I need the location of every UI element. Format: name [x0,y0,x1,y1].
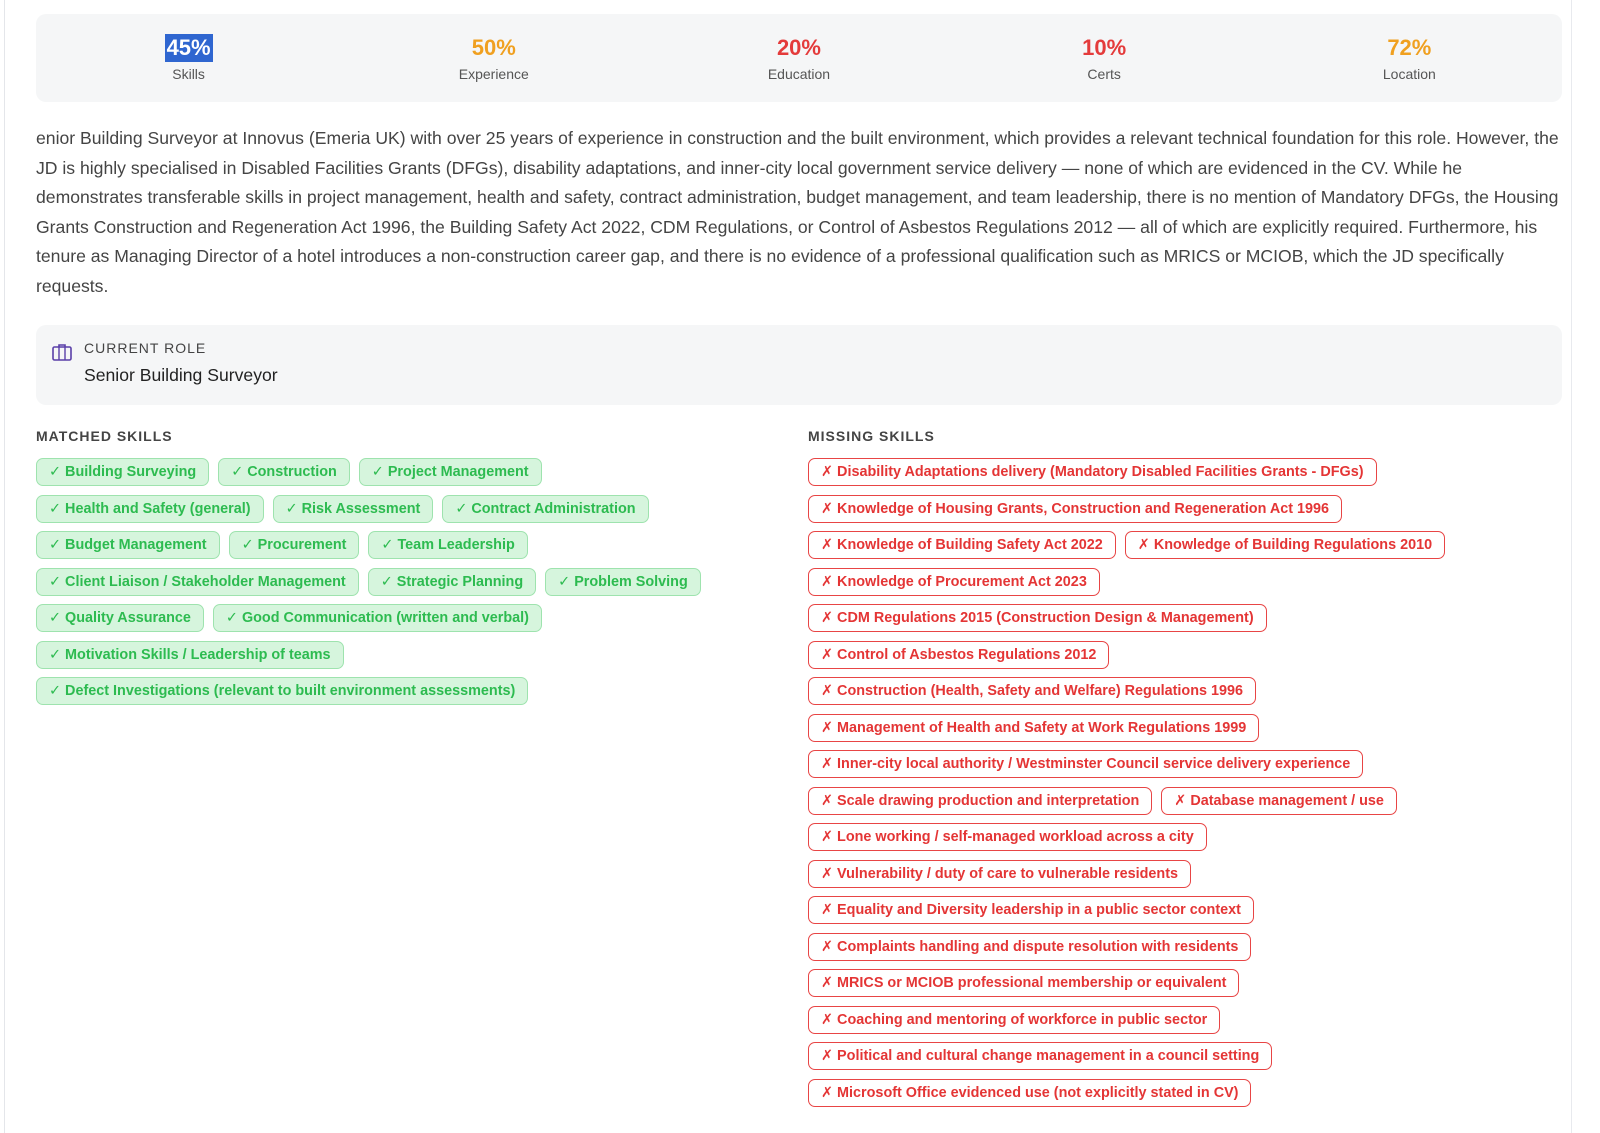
missing-skill-tag: ✗ Management of Health and Safety at Work Regulations 1999 [808,714,1259,742]
score-label: Experience [458,66,529,82]
score-label: Certs [1087,66,1121,82]
missing-skill-tag: ✗ Knowledge of Building Regulations 2010 [1125,531,1445,559]
matched-skill-tag: ✓ Procurement [229,531,360,559]
score-experience [394,34,594,82]
matched-skill-tag: ✓ Budget Management [36,531,220,559]
score-education [699,34,899,82]
matched-skill-tag: ✓ Motivation Skills / Leadership of teams [36,641,344,669]
missing-skill-tag: ✗ Knowledge of Housing Grants, Construction and Regeneration Act 1996 [808,495,1342,523]
matched-skill-tag: ✓ Quality Assurance [36,604,204,632]
missing-skill-tag: ✗ Coaching and mentoring of workforce in public sector [808,1006,1220,1034]
current-role-card [36,325,1562,405]
matched-skill-tag: ✓ Team Leadership [368,531,527,559]
score-value: 20% [776,35,821,60]
missing-skill-tag: ✗ Inner-city local authority / Westminster Council service delivery experience [808,750,1363,778]
missing-skill-tag: ✗ Equality and Diversity leadership in a public sector context [808,896,1254,924]
score-certs [1004,34,1204,82]
matched-skills-title: MATCHED SKILLS [36,428,173,444]
current-role-value: Senior Building Surveyor [84,365,278,385]
matched-skill-tag: ✓ Risk Assessment [273,495,434,523]
analysis-summary: enior Building Surveyor at Innovus (Emeria UK) with over 25 years of experience in construction and the built environment, which provides a relevant technical foundation for this role. However, the JD is highly specialised in Disabled Facilities Grants (DFGs), disability adaptations, and inner-city local government service delivery — none of which are evidenced in the CV. While he demonstrates transferable skills in project management, health and safety, contract administration, budget management, and team leadership, there is no mention of Mandatory DFGs, the Housing Grants Construction and Regeneration Act 1996, the Building Safety Act 2022, CDM Regulations, or Control of Asbestos Regulations 2012 — all of which are explicitly required. Furthermore, his tenure as Managing Director of a hotel introduces a non-construction career gap, and there is no evidence of a professional qualification such as MRICS or MCIOB, which the JD specifically requests. [36,128,1559,296]
score-skills [89,34,289,82]
matched-skill-tag: ✓ Health and Safety (general) [36,495,264,523]
matched-skill-tag: ✓ Contract Administration [442,495,648,523]
left-divider [4,0,5,1133]
missing-skill-tag: ✗ Control of Asbestos Regulations 2012 [808,641,1109,669]
missing-skill-tag: ✗ Scale drawing production and interpretation [808,787,1152,815]
missing-skill-tag: ✗ Knowledge of Procurement Act 2023 [808,568,1100,596]
score-summary-bar [36,14,1562,102]
matched-skills-list [36,458,776,705]
current-role-label: CURRENT ROLE [84,340,207,356]
score-location [1309,34,1509,82]
missing-skill-tag: ✗ Political and cultural change management in a council setting [808,1042,1272,1070]
matched-skill-tag: ✓ Good Communication (written and verbal) [213,604,542,632]
right-divider [1571,0,1572,1133]
missing-skill-tag: ✗ Knowledge of Building Safety Act 2022 [808,531,1116,559]
missing-skill-tag: ✗ Complaints handling and dispute resolution with residents [808,933,1251,961]
score-label: Education [767,66,831,82]
missing-skill-tag: ✗ CDM Regulations 2015 (Construction Design & Management) [808,604,1267,632]
score-value: 72% [1387,35,1432,60]
missing-skills-list [808,458,1553,1107]
matched-skill-tag: ✓ Building Surveying [36,458,209,486]
score-value: 10% [1082,35,1127,60]
missing-skill-tag: ✗ Vulnerability / duty of care to vulnerable residents [808,860,1191,888]
briefcase-icon [52,343,72,361]
matched-skill-tag: ✓ Problem Solving [545,568,701,596]
matched-skill-tag: ✓ Project Management [359,458,542,486]
missing-skills-title: MISSING SKILLS [808,428,935,444]
missing-skill-tag: ✗ Microsoft Office evidenced use (not explicitly stated in CV) [808,1079,1251,1107]
matched-skill-tag: ✓ Defect Investigations (relevant to built environment assessments) [36,677,528,705]
missing-skill-tag: ✗ Database management / use [1161,787,1397,815]
score-value: 50% [471,35,516,60]
missing-skill-tag: ✗ Lone working / self-managed workload across a city [808,823,1207,851]
missing-skill-tag: ✗ Construction (Health, Safety and Welfare) Regulations 1996 [808,677,1256,705]
matched-skill-tag: ✓ Construction [218,458,350,486]
matched-skill-tag: ✓ Client Liaison / Stakeholder Management [36,568,359,596]
missing-skill-tag: ✗ MRICS or MCIOB professional membership or equivalent [808,969,1239,997]
matched-skill-tag: ✓ Strategic Planning [368,568,536,596]
score-label: Location [1382,66,1436,82]
score-value: 45% [166,35,211,60]
missing-skill-tag: ✗ Disability Adaptations delivery (Mandatory Disabled Facilities Grants - DFGs) [808,458,1377,486]
score-label: Skills [172,66,205,82]
